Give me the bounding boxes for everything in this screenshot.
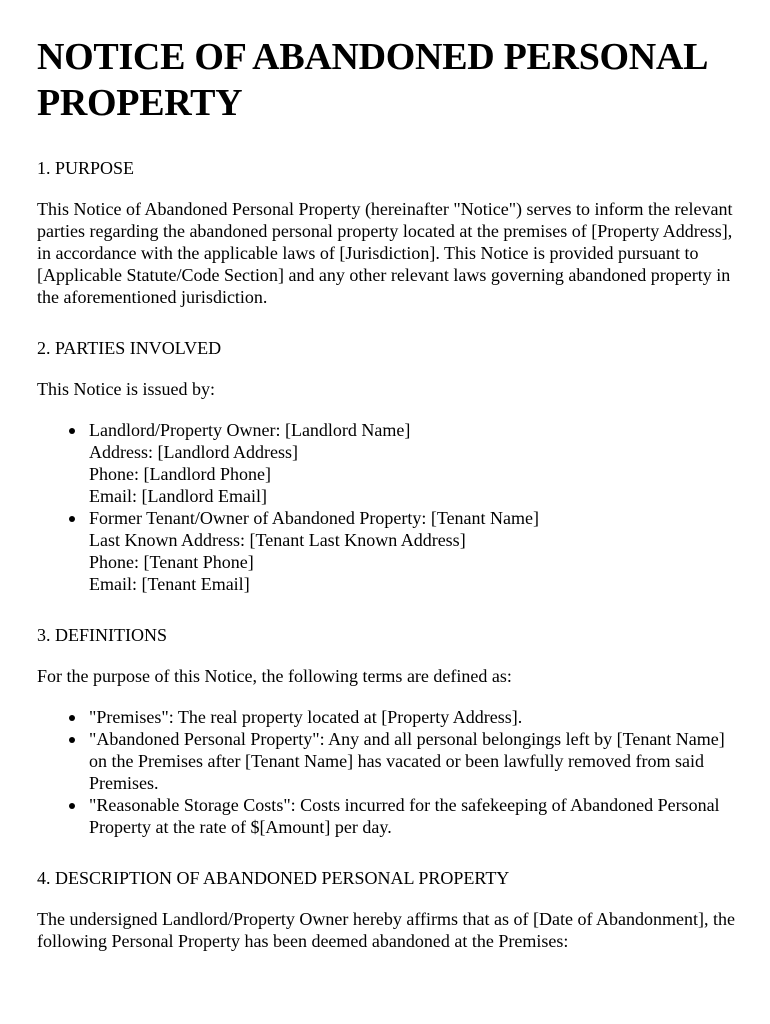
landlord-address: Address: [Landlord Address] [89, 442, 298, 462]
definition-text: "Reasonable Storage Costs": Costs incurred for the safekeeping of Abandoned Personal Property at the rate of $[Amount] per day. [89, 795, 720, 837]
landlord-phone: Phone: [Landlord Phone] [89, 464, 271, 484]
tenant-phone: Phone: [Tenant Phone] [89, 552, 254, 572]
definitions-list [37, 706, 740, 838]
landlord-name: Landlord/Property Owner: [Landlord Name] [89, 420, 411, 440]
list-item-tenant [89, 507, 740, 595]
list-item-definition-abandoned-property [89, 728, 740, 794]
list-item-landlord [89, 419, 740, 507]
document-title: NOTICE OF ABANDONED PERSONAL PROPERTY [37, 36, 707, 124]
parties-list [37, 419, 740, 595]
bullet-icon [69, 516, 75, 522]
landlord-email: Email: [Landlord Email] [89, 486, 267, 506]
description-paragraph: The undersigned Landlord/Property Owner hereby affirms that as of [Date of Abandonment], the following Personal Property has been deemed abandoned at the Premises: [37, 909, 735, 951]
purpose-paragraph: This Notice of Abandoned Personal Property (hereinafter "Notice") serves to inform the relevant parties regarding the abandoned personal property located at the premises of [Property Address], in accordance with the applicable laws of [Jurisdiction]. This Notice is provided pursuant to [Applicable Statute/Code Section] and any other relevant laws governing abandoned property in the aforementioned jurisdiction. [37, 199, 733, 307]
tenant-name: Former Tenant/Owner of Abandoned Property: [Tenant Name] [89, 508, 540, 528]
list-item-definition-storage-costs [89, 794, 740, 838]
parties-intro: This Notice is issued by: [37, 379, 215, 399]
list-item-definition-premises [89, 706, 740, 728]
section-heading-definitions: 3. DEFINITIONS [37, 625, 167, 645]
tenant-email: Email: [Tenant Email] [89, 574, 250, 594]
tenant-address: Last Known Address: [Tenant Last Known Address] [89, 530, 466, 550]
bullet-icon [69, 428, 75, 434]
definitions-intro: For the purpose of this Notice, the following terms are defined as: [37, 666, 512, 686]
bullet-icon [69, 737, 75, 743]
bullet-icon [69, 715, 75, 721]
section-heading-purpose: 1. PURPOSE [37, 158, 135, 178]
section-heading-parties: 2. PARTIES INVOLVED [37, 338, 222, 358]
bullet-icon [69, 803, 75, 809]
definition-text: "Abandoned Personal Property": Any and all personal belongings left by [Tenant Name] on the Premises after [Tenant Name] has vacated or been lawfully removed from said Premises. [89, 729, 725, 793]
definition-text: "Premises": The real property located at [Property Address]. [89, 707, 523, 727]
section-heading-description: 4. DESCRIPTION OF ABANDONED PERSONAL PROPERTY [37, 868, 510, 888]
